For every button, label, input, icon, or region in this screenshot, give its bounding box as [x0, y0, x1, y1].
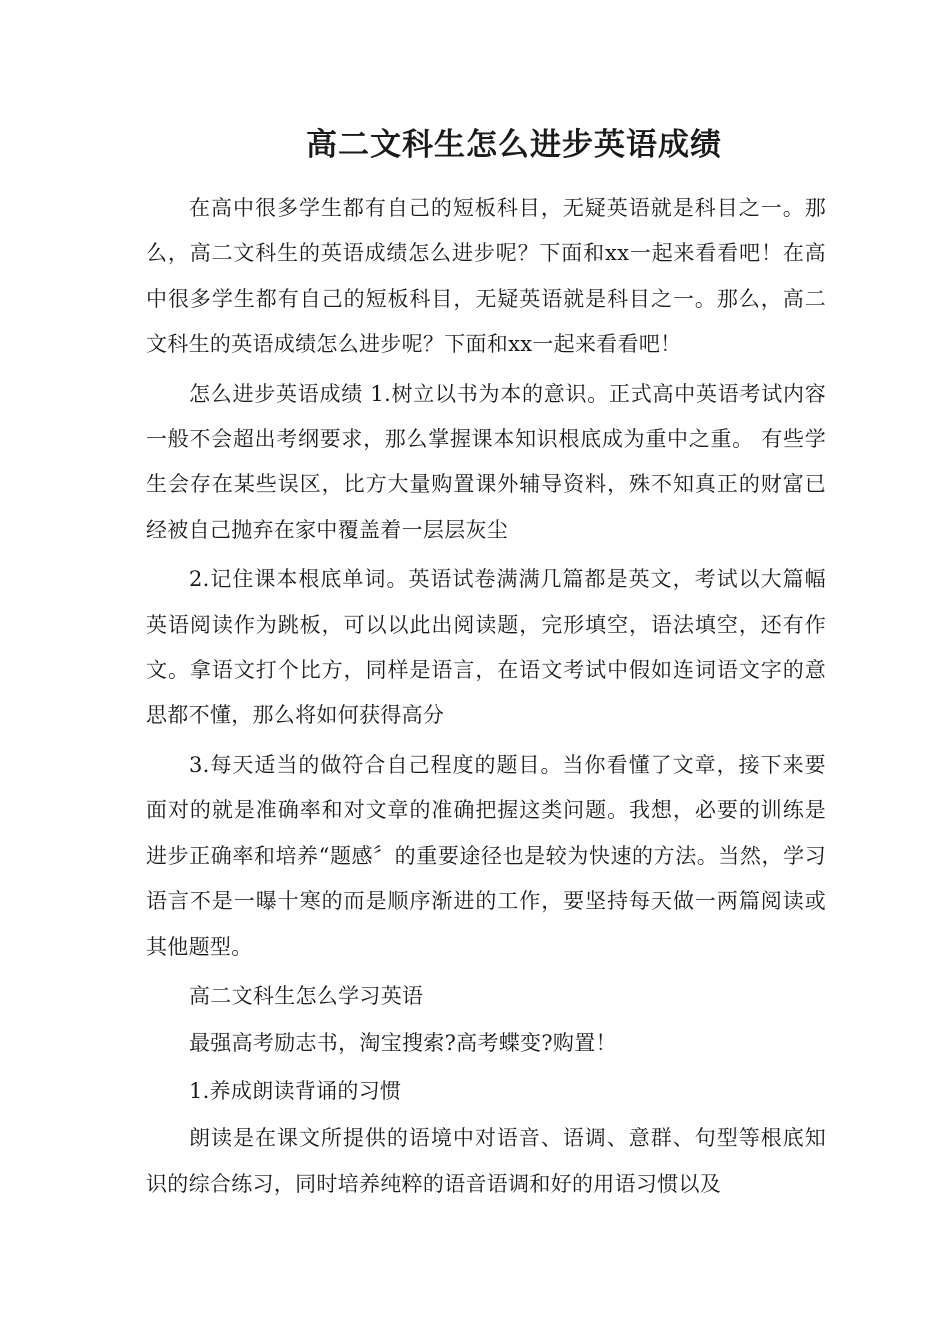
- subheading-habit: 1.养成朗读背诵的习惯: [189, 1078, 402, 1103]
- document-title: 高二文科生怎么进步英语成绩: [306, 127, 722, 163]
- paragraph-intro: 在高中很多学生都有自己的短板科目，无疑英语就是科目之一。那么，高二文科生的英语成绩怎么进步呢？下面和xx一起来看看吧！在高中很多学生都有自己的短板科目，无疑英语就是科目之一。那么，高二文科生的英语成绩怎么进步呢？下面和xx一起来看看吧！: [146, 196, 826, 357]
- paragraph-promo: 最强高考励志书，淘宝搜索?高考蝶变?购置！: [189, 1031, 617, 1056]
- paragraph-tip-1: 怎么进步英语成绩 1.树立以书为本的意识。正式高中英语考试内容一般不会超出考纲要求，那么掌握课本知识根底成为重中之重。 有些学生会存在某些误区，比方大量购置课外辅导资料，殊不知真正的财富已经被自己抛弃在家中覆盖着一层层灰尘: [146, 381, 826, 542]
- paragraph-tip-3: 3.每天适当的做符合自己程度的题目。当你看懂了文章，接下来要面对的就是准确率和对文章的准确把握这类问题。我想，必要的训练是进步正确率和培养“题感〞的重要途径也是较为快速的方法。当然，学习语言不是一曝十寒的而是顺序渐进的工作，要坚持每天做一两篇阅读或其他题型。: [146, 752, 826, 959]
- document-page: [146, 118, 826, 1211]
- paragraph-reading: 朗读是在课文所提供的语境中对语音、语调、意群、句型等根底知识的综合练习，同时培养纯粹的语音语调和好的用语习惯以及: [146, 1126, 826, 1196]
- paragraph-tip-2: 2.记住课本根底单词。英语试卷满满几篇都是英文，考试以大篇幅英语阅读作为跳板，可以以此出阅读题，完形填空，语法填空，还有作文。拿语文打个比方，同样是语言，在语文考试中假如连词语文字的意思都不懂，那么将如何获得高分: [146, 567, 826, 728]
- section-heading: 高二文科生怎么学习英语: [189, 983, 424, 1008]
